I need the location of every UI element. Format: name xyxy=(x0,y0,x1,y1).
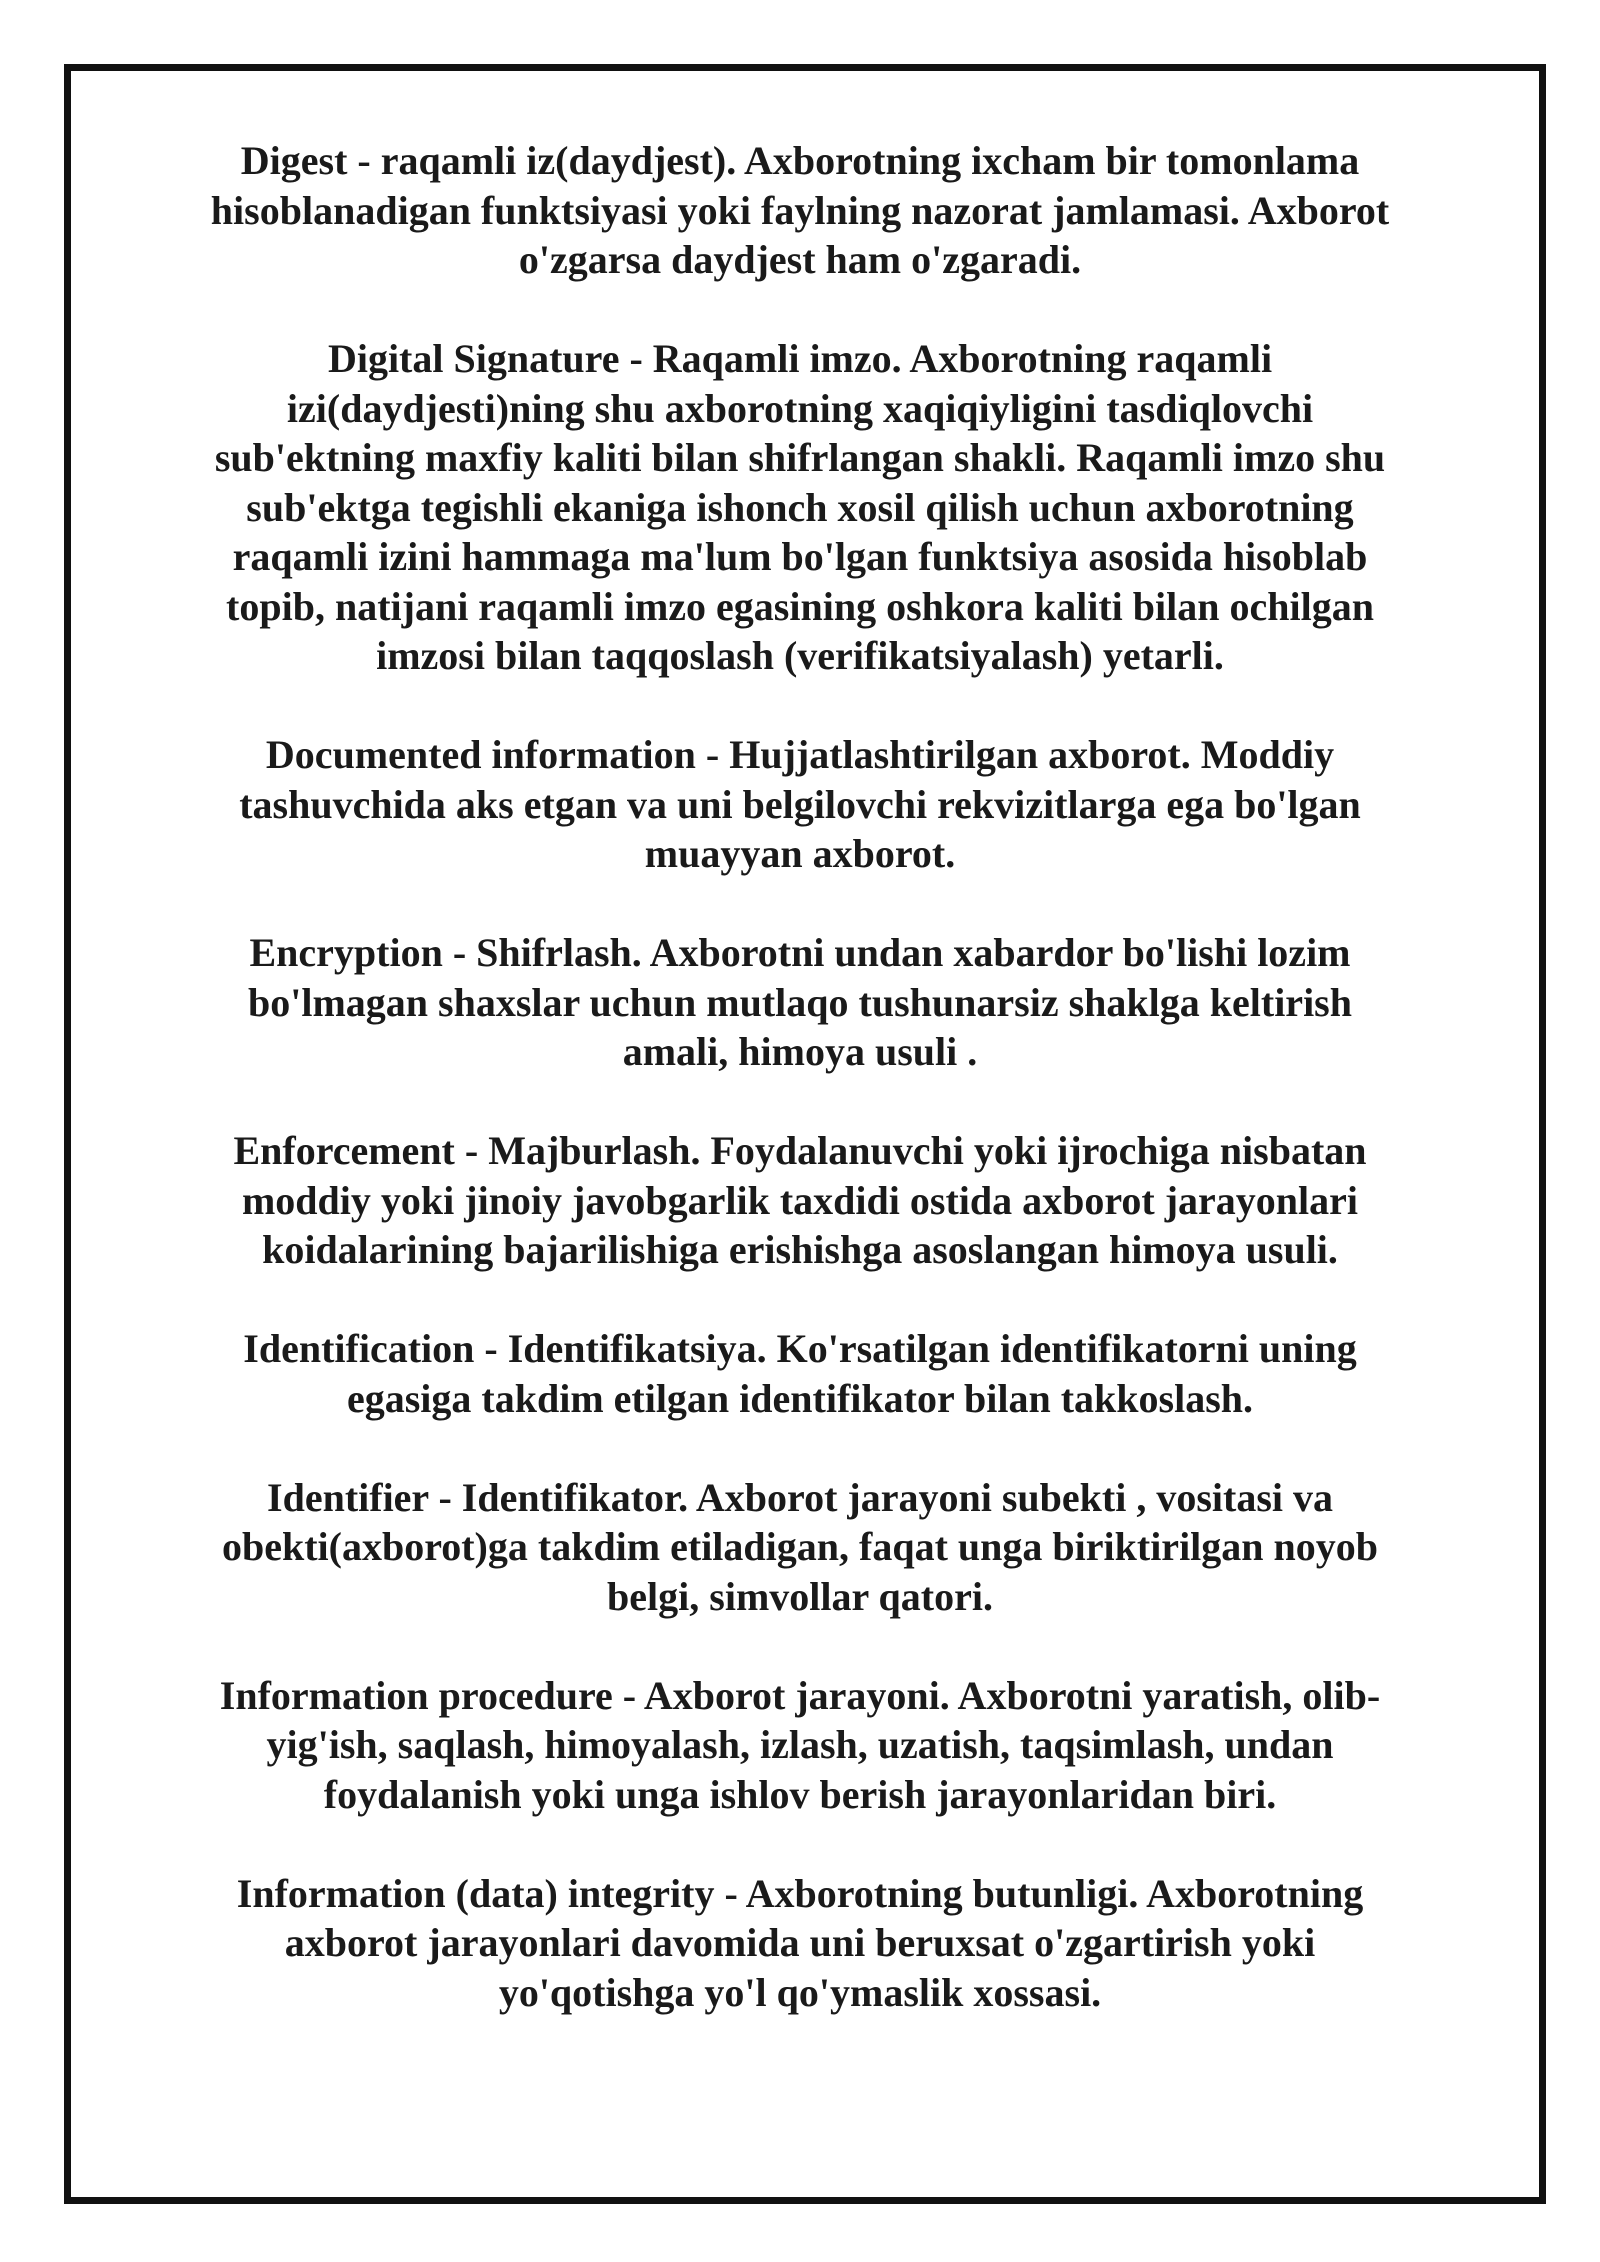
entry-line: muayyan axborot. xyxy=(644,831,956,876)
glossary-entry-digest xyxy=(96,136,1504,285)
entry-line: Encryption - Shifrlash. Axborotni undan xabardor bo'lishi lozim xyxy=(249,930,1351,975)
entry-line: moddiy yoki jinoiy javobgarlik taxdidi ostida axborot jarayonlari xyxy=(241,1177,1359,1223)
entry-line: Identification - Identifikatsiya. Ko'rsatilgan identifikatorni uning xyxy=(243,1326,1357,1371)
entry-line: topib, natijani raqamli imzo egasining oshkora kaliti bilan ochilgan xyxy=(226,583,1374,629)
entry-line: foydalanish yoki unga ishlov berish jarayonlaridan biri. xyxy=(323,1771,1277,1817)
glossary-entry-information-integrity xyxy=(96,1869,1504,2018)
entry-line: Identifier - Identifikator. Axborot jarayoni subekti , vositasi va xyxy=(267,1474,1333,1520)
entry-line: Digest - raqamli iz(daydjest). Axborotning ixcham bir tomonlama xyxy=(240,138,1360,183)
glossary-entry-information-procedure xyxy=(96,1671,1504,1820)
entry-line: Digital Signature - Raqamli imzo. Axborotning raqamli xyxy=(327,336,1273,381)
entry-line: egasiga takdim etilgan identifikator bilan takkoslash. xyxy=(346,1375,1254,1421)
entry-line: tashuvchida aks etgan va uni belgilovchi rekvizitlarga ega bo'lgan xyxy=(239,781,1361,827)
glossary-entry-identification xyxy=(96,1324,1504,1423)
entry-line: Information procedure - Axborot jarayoni. Axborotni yaratish, olib- xyxy=(219,1672,1381,1718)
entry-line: obekti(axborot)ga takdim etiladigan, faqat unga biriktirilgan noyob xyxy=(221,1524,1379,1569)
glossary-entry-encryption xyxy=(96,928,1504,1077)
entry-line: koidalarining bajarilishiga erishishga asoslangan himoya usuli. xyxy=(262,1227,1338,1272)
entry-line: sub'ektning maxfiy kaliti bilan shifrlangan shakli. Raqamli imzo shu xyxy=(214,435,1386,480)
entry-line: imzosi bilan taqqoslash (verifikatsiyalash) yetarli. xyxy=(376,633,1224,678)
entry-line: bo'lmagan shaxslar uchun mutlaqo tushunarsiz shaklga keltirish xyxy=(247,979,1352,1025)
entry-line: Information (data) integrity - Axborotning butunligi. Axborotning xyxy=(236,1870,1364,1916)
entry-line: hisoblanadigan funktsiyasi yoki faylning nazorat jamlamasi. Axborot xyxy=(210,187,1390,233)
entry-line: amali, himoya usuli . xyxy=(622,1029,978,1074)
entry-line: Enforcement - Majburlash. Foydalanuvchi yoki ijrochiga nisbatan xyxy=(233,1128,1367,1173)
entry-line: izi(daydjesti)ning shu axborotning xaqiqiyligini tasdiqlovchi xyxy=(286,385,1314,431)
entry-line: yo'qotishga yo'l qo'ymaslik xossasi. xyxy=(498,1969,1102,2015)
glossary-entry-documented-information xyxy=(96,730,1504,879)
entry-line: belgi, simvollar qatori. xyxy=(607,1573,993,1619)
glossary-entry-enforcement xyxy=(96,1126,1504,1275)
entry-line: yig'ish, saqlash, himoyalash, izlash, uzatish, taqsimlash, undan xyxy=(266,1722,1334,1767)
entry-line: axborot jarayonlari davomida uni beruxsat o'zgartirish yoki xyxy=(284,1920,1316,1965)
entry-line: Documented information - Hujjatlashtirilgan axborot. Moddiy xyxy=(265,732,1335,777)
entry-line: raqamli izini hammaga ma'lum bo'lgan funktsiya asosida hisoblab xyxy=(232,534,1368,579)
entry-line: o'zgarsa daydjest ham o'zgaradi. xyxy=(518,237,1082,282)
entry-line: sub'ektga tegishli ekaniga ishonch xosil qilish uchun axborotning xyxy=(246,484,1354,530)
glossary-entry-digital-signature xyxy=(96,334,1504,681)
glossary-content xyxy=(96,136,1504,2067)
glossary-entry-identifier xyxy=(96,1473,1504,1622)
